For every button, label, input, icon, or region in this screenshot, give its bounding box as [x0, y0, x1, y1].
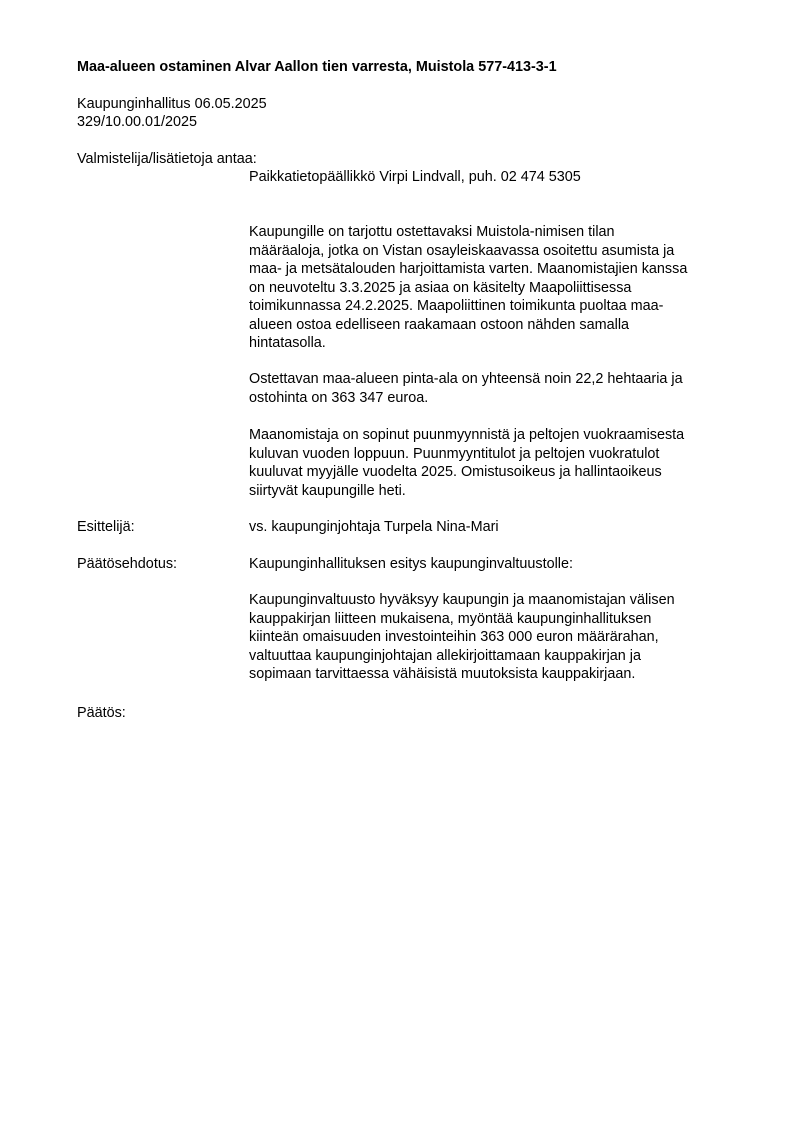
presenter-label: Esittelijä: — [77, 519, 135, 535]
paragraph-line: Ostettavan maa-alueen pinta-ala on yhteensä noin 22,2 hehtaaria ja — [249, 371, 683, 387]
paragraph-line: Kaupunginvaltuusto hyväksyy kaupungin ja maanomistajan välisen — [249, 592, 675, 608]
paragraph-line: toimikunnassa 24.2.2025. Maapoliittinen toimikunta puoltaa maa- — [249, 298, 664, 314]
paragraph-offer — [249, 223, 749, 353]
paragraph-line: ostohinta on 363 347 euroa. — [249, 389, 429, 406]
paragraph-line: Maanomistaja on sopinut puunmyynnistä ja peltojen vuokraamisesta — [249, 427, 685, 443]
preparer-label: Valmistelija/lisätietoja antaa: — [77, 151, 257, 167]
presenter-name: vs. kaupunginjohtaja Turpela Nina-Mari — [249, 519, 499, 535]
paragraph-line: kuuluvat myyjälle vuodelta 2025. Omistusoikeus ja hallintaoikeus — [249, 464, 662, 480]
paragraph-line: kiinteän omaisuuden investointeihin 363 000 euron määrärahan, — [249, 629, 659, 645]
paragraph-line: kuluvan vuoden loppuun. Puunmyyntitulot ja peltojen vuokratulot — [249, 445, 660, 462]
meeting-info: Kaupunginhallitus 06.05.2025 — [77, 96, 267, 112]
reference-number: 329/10.00.01/2025 — [77, 114, 198, 130]
paragraph-line: siirtyvät kaupungille heti. — [249, 482, 406, 499]
paragraph-line: sopimaan tarvittaessa vähäisistä muutoksista kauppakirjaan. — [249, 666, 636, 682]
paragraph-area-price — [249, 370, 749, 407]
preparer-contact: Paikkatietopäällikkö Virpi Lindvall, puh. 02 474 5305 — [249, 169, 581, 185]
paragraph-landowner — [249, 426, 749, 500]
proposal-label: Päätösehdotus: — [77, 556, 178, 572]
document-title: Maa-alueen ostaminen Alvar Aallon tien varresta, Muistola 577-413-3-1 — [77, 59, 557, 75]
paragraph-line: valtuuttaa kaupunginjohtajan allekirjoittamaan kauppakirjan ja — [249, 647, 642, 664]
paragraph-line: alueen ostoa edelliseen raakamaan ostoon nähden samalla — [249, 316, 630, 333]
proposal-intro: Kaupunginhallituksen esitys kaupunginvaltuustolle: — [249, 556, 574, 572]
paragraph-line: kauppakirjan liitteen mukaisena, myöntää kaupunginhallituksen — [249, 610, 652, 627]
paragraph-line: hintatasolla. — [249, 335, 326, 351]
decision-label: Päätös: — [77, 705, 126, 721]
paragraph-line: määräaloja, jotka on Vistan osayleiskaavassa osoitettu asumista ja — [249, 242, 675, 259]
proposal-text — [249, 591, 749, 684]
paragraph-line: on neuvoteltu 3.3.2025 ja asiaa on käsitelty Maapoliittisessa — [249, 279, 632, 296]
paragraph-line: maa- ja metsätalouden harjoittamista varten. Maanomistajien kanssa — [249, 261, 688, 277]
paragraph-line: Kaupungille on tarjottu ostettavaksi Muistola-nimisen tilan — [249, 224, 615, 240]
